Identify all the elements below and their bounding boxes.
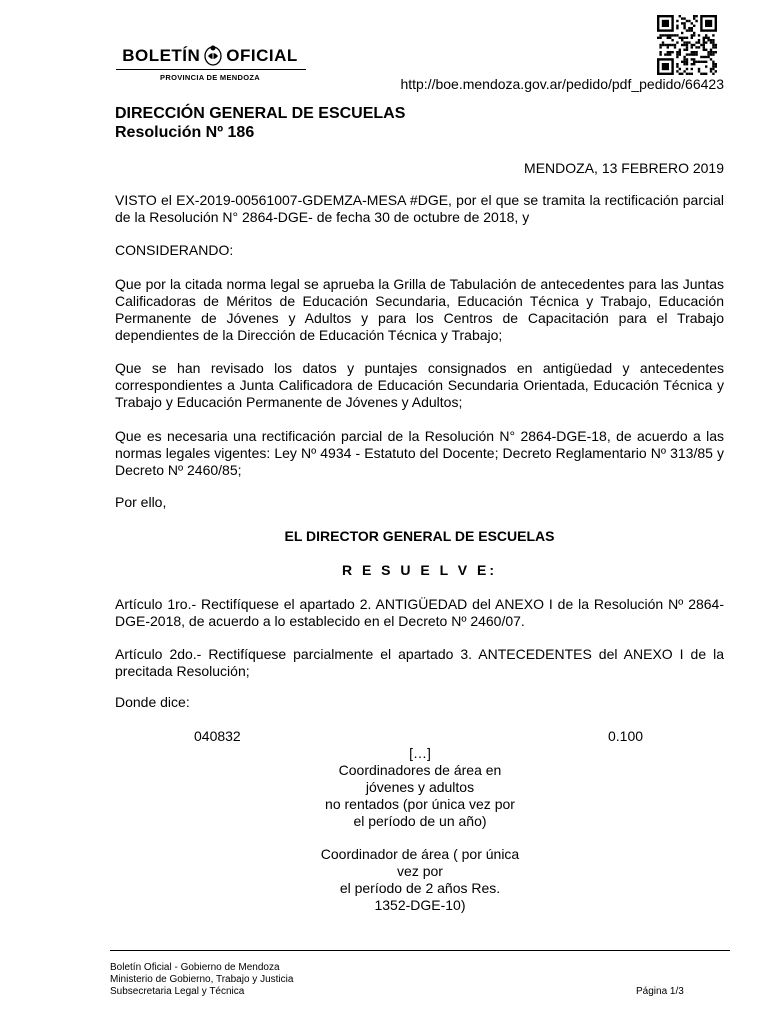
item-1-line: el período de un año) [353, 813, 487, 829]
footer-divider [110, 950, 730, 951]
footer-line-2: Ministerio de Gobierno, Trabajo y Justicia [110, 974, 294, 985]
resuelve-heading: R E S U E L V E: [341, 562, 498, 578]
document-url[interactable]: http://boe.mendoza.gov.ar/pedido/pdf_pedido/66423 [400, 76, 724, 92]
item-value: 0.100 [608, 728, 644, 744]
issuer-title: DIRECCIÓN GENERAL DE ESCUELAS [115, 105, 406, 122]
por-ello-label: Por ello, [115, 494, 167, 510]
considerando-paragraph-3: Que es necesaria una rectificación parcial de la Resolución N° 2864-DGE-18, de acuerdo a las normas legales vigentes: Ley Nº 4934 - Estatuto del Docente; Decreto Reglamentario Nº 313/85 y Decreto Nº 2460/85; [115, 428, 724, 478]
page-number: Página 1/3 [636, 986, 684, 997]
item-ellipsis: […] [409, 745, 431, 761]
director-heading: EL DIRECTOR GENERAL DE ESCUELAS [284, 528, 555, 544]
logo-divider [116, 69, 306, 70]
visto-paragraph: VISTO el EX-2019-00561007-GDEMZA-MESA #DGE, por el que se tramita la rectificación parcial de la Resolución N° 2864-DGE- de fecha 30 de octubre de 2018, y [115, 192, 724, 225]
document-heading [115, 104, 405, 142]
logo-subtitle: PROVINCIA DE MENDOZA [160, 73, 260, 82]
logo-text-left: BOLETÍN [122, 46, 201, 65]
provincial-seal-icon [203, 44, 223, 66]
item-1-line: Coordinadores de área en [338, 762, 502, 778]
footer-line-3: Subsecretaria Legal y Técnica [110, 986, 245, 997]
item-2-line: Coordinador de área ( por única [320, 846, 520, 862]
item-1-line: no rentados (por única vez por [325, 796, 515, 812]
document-date: MENDOZA, 13 FEBRERO 2019 [524, 160, 724, 176]
article-2: Artículo 2do.- Rectifíquese parcialmente el apartado 3. ANTECEDENTES del ANEXO I de la precitada Resolución; [115, 646, 724, 679]
item-2-line: vez por [397, 863, 443, 879]
footer [110, 962, 293, 998]
logo-text-right: OFICIAL [226, 46, 298, 65]
considerando-label: CONSIDERANDO: [115, 242, 234, 258]
article-1: Artículo 1ro.- Rectifíquese el apartado 2. ANTIGÜEDAD del ANEXO I de la Resolución Nº 2864-DGE-2018, de acuerdo a lo establecido en el Decreto Nº 2460/07. [115, 596, 724, 629]
boletin-oficial-logo [110, 34, 310, 84]
item-2-line: 1352-DGE-10) [374, 897, 466, 913]
item-description-2 [300, 846, 540, 914]
considerando-paragraph-2: Que se han revisado los datos y puntajes consignados en antigüedad y antecedentes correspondientes a Junta Calificadora de Educación Secundaria Orientada, Educación Técnica y Trabajo y Educación Permanente de Jóvenes y Adultos; [115, 360, 724, 410]
resolution-number: Resolución Nº 186 [115, 124, 255, 141]
item-2-line: el período de 2 años Res. [339, 880, 501, 896]
footer-line-1: Boletín Oficial - Gobierno de Mendoza [110, 962, 280, 973]
item-description-1 [300, 762, 540, 830]
qr-code-icon [657, 15, 717, 75]
item-1-line: jóvenes y adultos [365, 779, 475, 795]
donde-dice-label: Donde dice: [115, 694, 190, 710]
item-code: 040832 [194, 728, 241, 744]
considerando-paragraph-1: Que por la citada norma legal se aprueba la Grilla de Tabulación de antecedentes para las Juntas Calificadoras de Méritos de Educación Secundaria, Educación Técnica y Trabajo, Educación Permanente de Jóvenes y Adultos y para los Centros de Capacitación para el Trabajo dependientes de la Dirección de Educación Técnica y Trabajo; [115, 276, 724, 343]
